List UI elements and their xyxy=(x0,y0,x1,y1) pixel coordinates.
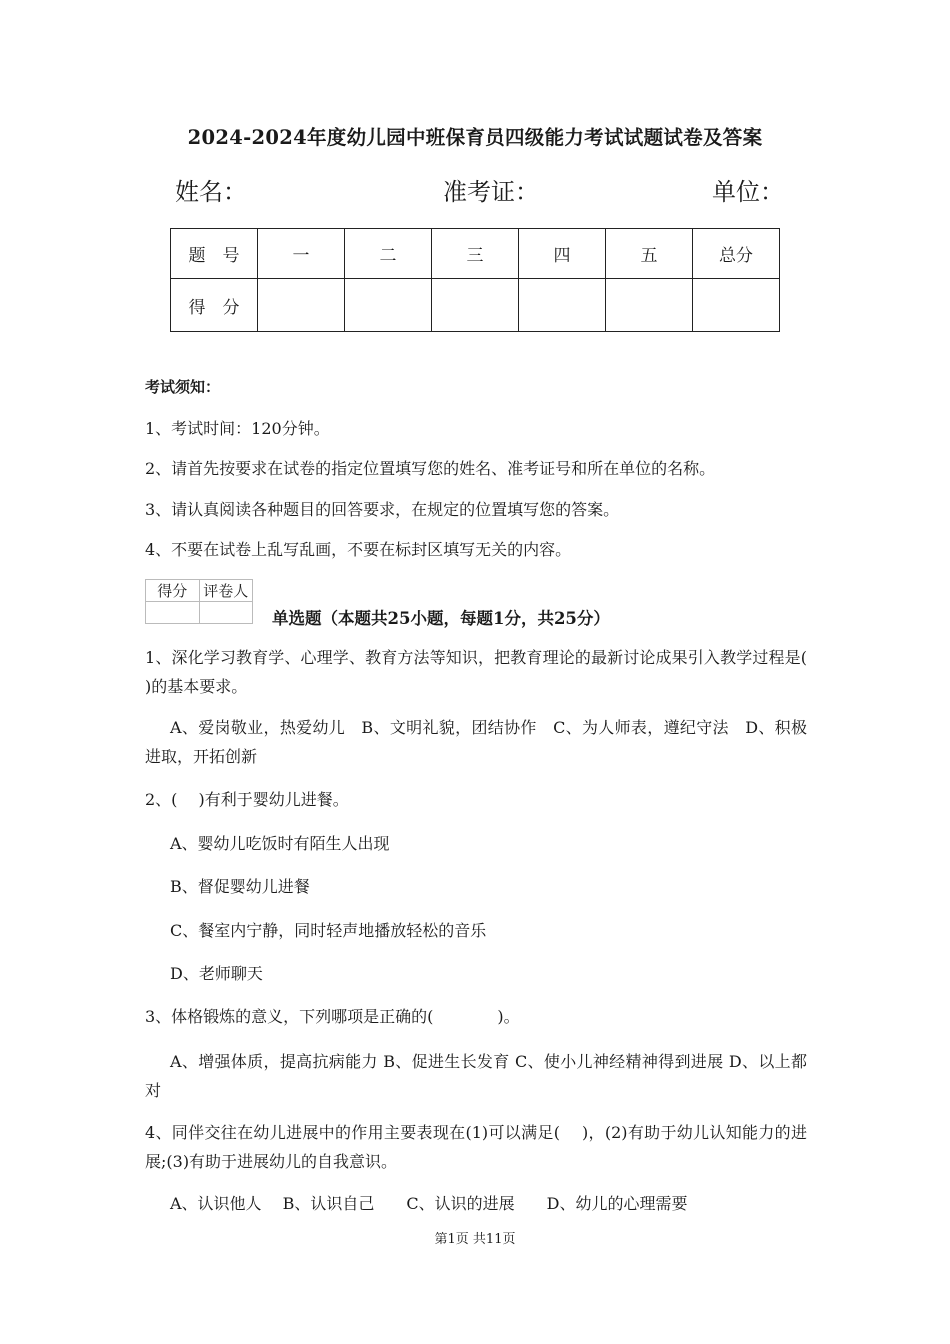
question-2-option-c: C、餐室内宁静，同时轻声地播放轻松的音乐 xyxy=(170,921,487,940)
notice-heading: 考试须知： xyxy=(145,378,221,396)
score-cell-3[interactable] xyxy=(432,279,519,332)
question-3-stem: 3、体格锻炼的意义，下列哪项是正确的( )。 xyxy=(145,1007,520,1026)
section-title: 单选题（本题共25小题，每题1分，共25分） xyxy=(272,609,610,628)
notice-item: 1、考试时间：120分钟。 xyxy=(145,419,330,438)
score-table-header-cell: 二 xyxy=(345,229,432,279)
notice-item: 4、不要在试卷上乱写乱画，不要在标封区填写无关的内容。 xyxy=(145,540,572,559)
score-table-header-cell: 五 xyxy=(606,229,693,279)
unit-field-label: 单位： xyxy=(712,178,784,206)
exam-title: 2024-2024年度幼儿园中班保育员四级能力考试试题试卷及答案 xyxy=(187,126,763,149)
score-table-header-row xyxy=(171,229,780,279)
grader-name-label: 评卷人 xyxy=(199,580,253,602)
question-1-options: A、爱岗敬业，热爱幼儿 B、文明礼貌，团结协作 C、为人师表，遵纪守法 D、积极进取，开拓创新 xyxy=(145,718,807,766)
score-table-header-cell: 一 xyxy=(258,229,345,279)
question-3-options: A、增强体质，提高抗病能力 B、促进生长发育 C、使小儿神经精神得到进展 D、以上都对 xyxy=(145,1052,807,1100)
score-cell-5[interactable] xyxy=(606,279,693,332)
grader-score-label: 得分 xyxy=(146,580,200,602)
question-4-options: A、认识他人 B、认识自己 C、认识的进展 D、幼儿的心理需要 xyxy=(170,1194,688,1213)
notice-item: 3、请认真阅读各种题目的回答要求，在规定的位置填写您的答案。 xyxy=(145,500,620,519)
score-table-header-cell: 三 xyxy=(432,229,519,279)
score-table-score-row xyxy=(171,279,780,332)
grader-name-cell[interactable] xyxy=(199,602,253,624)
score-cell-1[interactable] xyxy=(258,279,345,332)
score-row-label: 得 分 xyxy=(171,279,258,332)
score-cell-2[interactable] xyxy=(345,279,432,332)
score-table-header-cell: 总分 xyxy=(693,229,780,279)
question-2-stem: 2、( )有利于婴幼儿进餐。 xyxy=(145,790,349,809)
question-2-option-b: B、督促婴幼儿进餐 xyxy=(170,877,310,896)
score-table-header-cell: 四 xyxy=(519,229,606,279)
score-table xyxy=(170,228,780,332)
grader-score-cell[interactable] xyxy=(146,602,200,624)
notice-item: 2、请首先按要求在试卷的指定位置填写您的姓名、准考证号和所在单位的名称。 xyxy=(145,459,716,478)
question-4-stem: 4、同伴交往在幼儿进展中的作用主要表现在(1)可以满足( )，(2)有助于幼儿认知能力的进展;(3)有助于进展幼儿的自我意识。 xyxy=(145,1123,807,1171)
question-1-stem: 1、深化学习教育学、心理学、教育方法等知识，把教育理论的最新讨论成果引入教学过程是( )的基本要求。 xyxy=(145,648,829,696)
exam-id-field-label: 准考证： xyxy=(443,178,539,206)
page-footer: 第1页 共11页 xyxy=(434,1232,516,1247)
score-cell-4[interactable] xyxy=(519,279,606,332)
grader-box xyxy=(145,579,253,624)
question-2-option-d: D、老师聊天 xyxy=(170,964,263,983)
score-table-header-cell: 题 号 xyxy=(171,229,258,279)
question-2-option-a: A、婴幼儿吃饭时有陌生人出现 xyxy=(170,834,390,853)
score-cell-total[interactable] xyxy=(693,279,780,332)
name-field-label: 姓名： xyxy=(175,178,247,206)
